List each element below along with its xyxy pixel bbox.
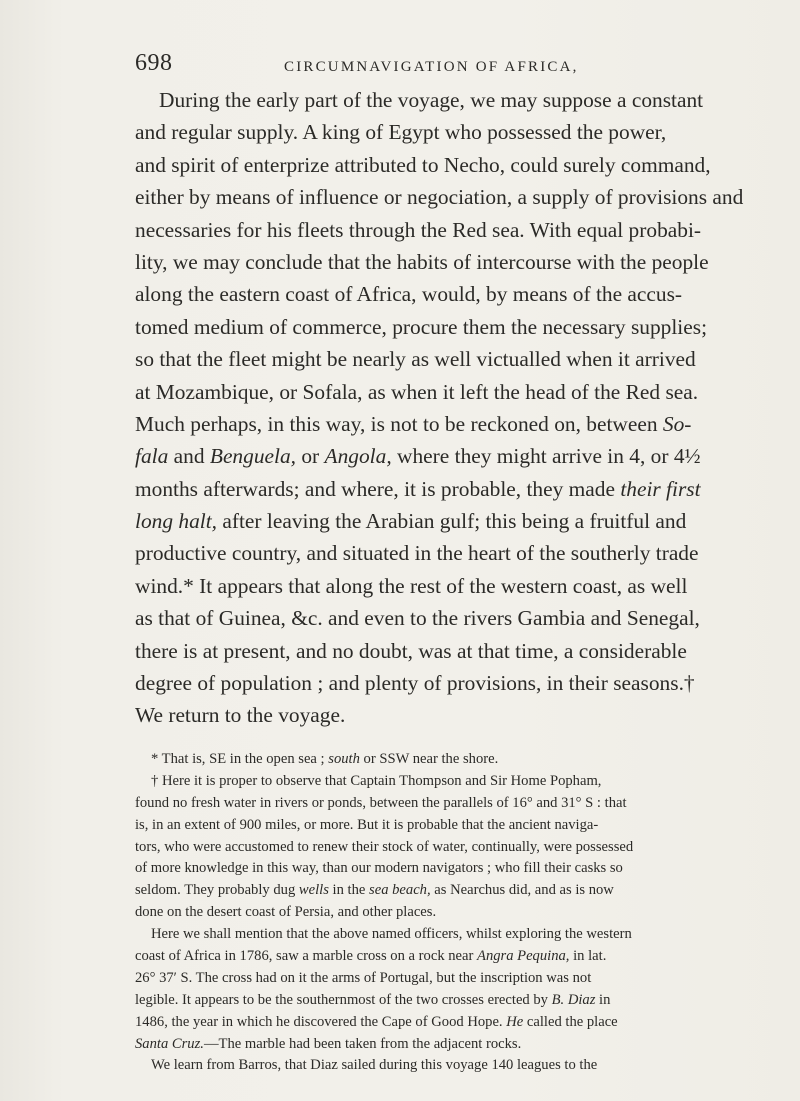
- place-name-benguela: Benguela,: [209, 444, 297, 469]
- footnote-2-line-12-text-a: 1486, the year in which he discovered the Cape of Good Hope.: [135, 1013, 507, 1030]
- footnote-2-line-6-text-a: seldom. They probably dug: [135, 882, 299, 899]
- emphasis-their-first: their first: [620, 476, 701, 501]
- body-line-1: During the early part of the voyage, we may suppose a constant: [159, 88, 704, 112]
- footnote-2-line-12-text-b: called the place: [523, 1013, 618, 1030]
- footnote-2-line-11-text-a: legible. It appears to be the southernmost of the two crosses erected by: [135, 991, 552, 1008]
- place-name-angra-pequina: Angra Pequina,: [477, 948, 570, 965]
- footnote-1-text-a: * That is, SE in the open sea ;: [151, 751, 329, 767]
- body-line-6: lity, we may conclude that the habits of intercourse with the people: [135, 249, 709, 274]
- body-line-3: and spirit of enterprize attributed to Necho, could surely command,: [135, 152, 711, 177]
- body-line-9: so that the fleet might be nearly as well victualled when it arrived: [135, 347, 696, 372]
- footnote-2-line-12: [135, 1012, 715, 1034]
- body-line-16: wind.* It appears that along the rest of the western coast, as well: [135, 573, 688, 598]
- footnote-2-line-9: [135, 946, 715, 968]
- emphasis-long-halt: long halt,: [135, 509, 218, 534]
- body-line-10: at Mozambique, or Sofala, as when it left the head of the Red sea.: [135, 379, 699, 404]
- body-line-11-text: Much perhaps, in this way, is not to be reckoned on, between: [135, 411, 663, 436]
- footnote-2-line-14: We learn from Barros, that Diaz sailed during this voyage 140 leagues to the: [151, 1057, 598, 1074]
- place-name-sofala-cont: fala: [135, 444, 169, 469]
- footnote-2-line-3: is, in an extent of 900 miles, or more. But it is probable that the ancient naviga-: [135, 816, 599, 833]
- emphasis-sea-beach: sea beach,: [369, 882, 431, 899]
- body-text: [135, 84, 744, 732]
- footnote-2-line-5: of more knowledge in this way, than our modern navigators ; who fill their casks so: [135, 860, 623, 877]
- body-line-12-text-a: and: [168, 444, 210, 469]
- footnote-2-line-11: [135, 990, 715, 1012]
- footnote-2-line-13: [135, 1034, 715, 1056]
- footnote-2-line-6-text-c: as Nearchus did, and as is now: [430, 882, 614, 899]
- footnote-2-line-6-text-b: in the: [328, 882, 370, 899]
- body-line-15: productive country, and situated in the heart of the southerly trade: [135, 541, 699, 566]
- footnote-2-line-9-text-a: coast of Africa in 1786, saw a marble cross on a rock near: [135, 948, 478, 965]
- emphasis-wells: wells: [298, 882, 329, 899]
- body-line-13-text: months afterwards; and where, it is probable, they made: [135, 476, 621, 501]
- footnote-1: [135, 749, 715, 771]
- footnote-2-line-13-text: —The marble had been taken from the adjacent rocks.: [203, 1035, 522, 1052]
- footnote-2-line-6: [135, 880, 715, 902]
- place-name-santa-cruz: Santa Cruz.: [135, 1035, 204, 1052]
- footnote-2-line-8: Here we shall mention that the above named officers, whilst exploring the western: [151, 926, 632, 943]
- body-line-4: either by means of influence or negociation, a supply of provisions and: [135, 185, 744, 210]
- footnote-2-line-7: done on the desert coast of Persia, and other places.: [135, 904, 437, 921]
- body-line-14: [135, 505, 715, 537]
- running-title: CIRCUMNAVIGATION OF AFRICA,: [284, 59, 579, 75]
- footnote-2-line-10: 26° 37′ S. The cross had on it the arms of Portugal, but the inscription was not: [135, 969, 592, 986]
- page-number: 698: [135, 50, 173, 76]
- footnote-2-line-11-text-b: in: [595, 991, 611, 1008]
- emphasis-south: south: [328, 751, 360, 767]
- body-line-13: [135, 473, 715, 505]
- emphasis-he: He: [506, 1013, 524, 1030]
- footnote-1-text-b: or SSW near the shore.: [359, 751, 499, 767]
- body-line-12-text-c: where they might arrive in 4, or 4½: [391, 444, 701, 469]
- place-name-sofala: So-: [662, 411, 692, 436]
- body-line-19: degree of population ; and plenty of provisions, in their seasons.†: [135, 671, 695, 696]
- body-line-12-text-b: or: [296, 444, 325, 469]
- body-line-20: We return to the voyage.: [135, 703, 346, 728]
- body-line-2: and regular supply. A king of Egypt who possessed the power,: [135, 120, 667, 145]
- footnote-2-line-4: tors, who were accustomed to renew their stock of water, continually, were possessed: [135, 838, 634, 855]
- footnotes: [135, 749, 715, 1077]
- person-name-b-diaz: B. Diaz: [551, 991, 596, 1008]
- body-line-17: as that of Guinea, &c. and even to the rivers Gambia and Senegal,: [135, 606, 700, 631]
- body-line-12: [135, 440, 715, 472]
- place-name-angola: Angola,: [324, 444, 392, 469]
- body-line-11: [135, 408, 715, 440]
- body-line-5: necessaries for his fleets through the Red sea. With equal probabi-: [135, 217, 702, 242]
- body-line-18: there is at present, and no doubt, was at that time, a considerable: [135, 638, 687, 663]
- body-line-8: tomed medium of commerce, procure them the necessary supplies;: [135, 314, 708, 339]
- footnote-2-line-9-text-b: in lat.: [569, 948, 607, 965]
- footnote-2-line-1: † Here it is proper to observe that Captain Thompson and Sir Home Popham,: [151, 772, 602, 789]
- body-line-14-text: after leaving the Arabian gulf; this being a fruitful and: [217, 509, 687, 534]
- body-line-7: along the eastern coast of Africa, would, by means of the accus-: [135, 282, 683, 307]
- footnote-2-line-2: found no fresh water in rivers or ponds, between the parallels of 16° and 31° S : that: [135, 794, 627, 811]
